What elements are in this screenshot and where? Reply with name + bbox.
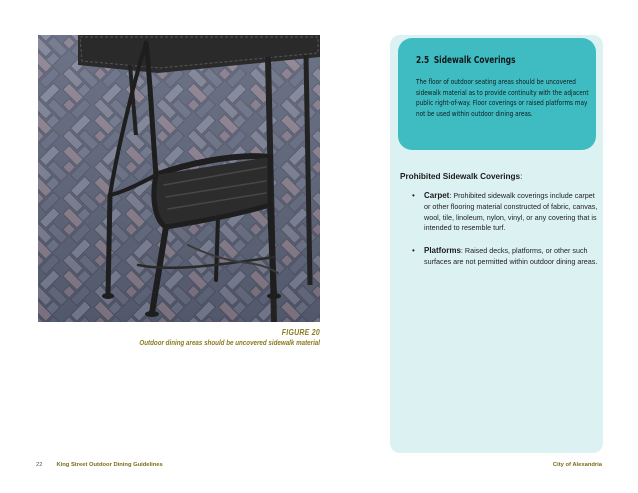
list-item-term: Carpet [424,191,450,200]
section-number: 2.5 [416,55,430,66]
list-item-text: : Raised decks, platforms, or other such surfaces are not permitted within outdoor dining areas. [424,246,598,266]
footer-left [36,462,163,468]
figure-caption-text: Outdoor dining areas should be uncovered sidewalk material [139,338,320,347]
prohibited-heading-colon: : [520,172,523,181]
page-number: 22 [36,462,43,468]
bullet-icon: • [412,191,415,200]
prohibited-heading [400,172,522,181]
footer-organization: City of Alexandria [552,462,602,468]
list-item-term: Platforms [424,246,461,256]
figure-number: FIGURE 20 [281,327,320,337]
list-item [412,191,598,234]
list-item [412,246,598,268]
section-title [416,55,515,66]
brick-paver-photo [38,35,320,322]
list-item-text: : Prohibited sidewalk coverings include carpet or other flooring material constructed of fabric, canvas, wool, tile, linoleum, nylon, vinyl, or any covering that is intended to resemble turf. [424,191,598,233]
figure-photo [38,35,320,322]
section-body: The floor of outdoor seating areas should be uncovered sidewalk material as to provide continuity with the adjacent public right-of-way. Floor coverings or raised platforms may not be used within outdoor dining areas. [416,77,589,118]
prohibited-heading-text: Prohibited Sidewalk Coverings [400,172,521,181]
section-title-text: Sidewalk Coverings [433,55,516,66]
figure-caption [89,327,320,348]
document-title: King Street Outdoor Dining Guidelines [56,462,163,468]
prohibited-list [412,191,598,280]
bullet-icon: • [412,246,415,256]
section-callout [398,38,596,150]
